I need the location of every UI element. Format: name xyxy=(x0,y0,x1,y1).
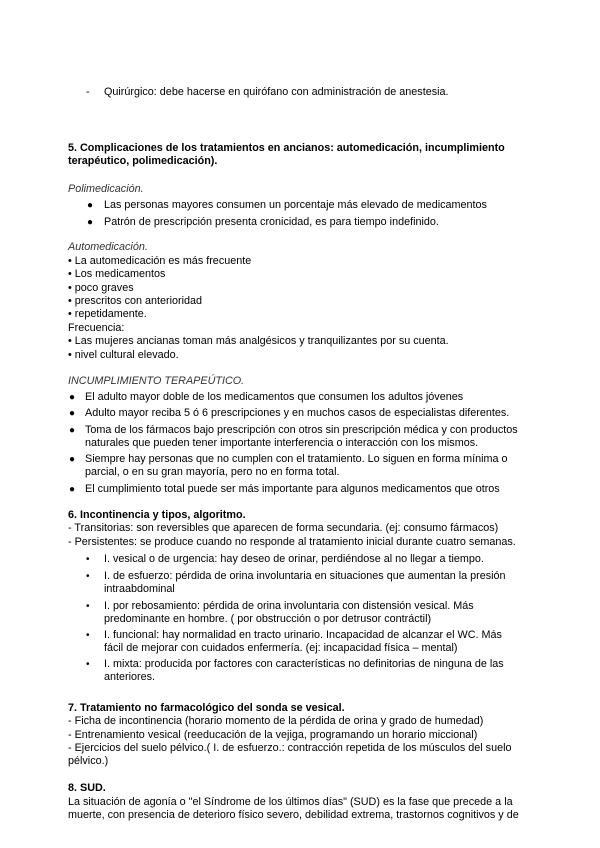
incontinence-type-cont: anteriores. xyxy=(104,671,156,683)
section-8-title: 8. SUD. xyxy=(68,782,106,794)
incump-item: Toma de los fármacos bajo prescripción con otros sin prescripción médica y con productos xyxy=(85,424,518,436)
incontinence-type-cont: fácil de mejorar con cuidados enfermería. (ej: incapacidad física – mental) xyxy=(104,642,458,654)
incontinence-type: I. funcional: hay normalidad en tracto urinario. Incapacidad de alcanzar el WC. Más xyxy=(104,629,502,641)
bullet-dot-icon: ● xyxy=(69,408,76,419)
incontinence-type: I. mixta: producida por factores con características no definitorias de ninguna de las xyxy=(104,658,504,670)
s7-line: pélvico.) xyxy=(68,755,109,767)
bullet-dot-icon: • xyxy=(86,571,90,582)
polimedicacion-heading: Polimedicación. xyxy=(68,183,144,195)
poli-item: Patrón de prescripción presenta cronicidad, es para tiempo indefinido. xyxy=(104,216,439,228)
bullet-dot-icon: • xyxy=(86,554,90,565)
section-6-title: 6. Incontinencia y tipos, algoritmo. xyxy=(68,509,246,521)
incontinence-type: I. por rebosamiento: pérdida de orina involuntaria con distensión vesical. Más xyxy=(104,600,474,612)
bullet-dot-icon: • xyxy=(86,659,90,670)
incontinence-type-cont: intraabdominal xyxy=(104,583,175,595)
auto-item: • Los medicamentos xyxy=(68,268,166,280)
incump-item: Adulto mayor reciba 5 ó 6 prescripciones y en muchos casos de especialistas diferentes. xyxy=(85,407,510,419)
section-7-title: 7. Tratamiento no farmacológico del sonda se vesical. xyxy=(68,702,345,714)
incump-item: Siempre hay personas que no cumplen con el tratamiento. Lo siguen en forma mínima o xyxy=(85,453,508,465)
s7-line: - Ejercicios del suelo pélvico.( I. de esfuerzo.: contracción repetida de los músculos del suelo xyxy=(68,742,512,754)
section-5-title-line-2: terapéutico, polimedicación). xyxy=(68,155,218,167)
incump-item: El cumplimiento total puede ser más importante para algunos medicamentos que otros xyxy=(85,483,500,495)
s6-line: - Transitorias: son reversibles que aparecen de forma secundaria. (ej: consumo fármacos) xyxy=(68,522,499,534)
top-item-text: Quirúrgico: debe hacerse en quirófano con administración de anestesia. xyxy=(104,86,449,98)
section-5-title-line-1: 5. Complicaciones de los tratamientos en ancianos: automedicación, incumplimiento xyxy=(68,142,505,154)
top-dash: - xyxy=(86,86,90,98)
bullet-dot-icon: ● xyxy=(69,392,76,403)
s8-line: La situación de agonía o "el Síndrome de los últimos días" (SUD) es la fase que precede a la xyxy=(68,796,513,808)
s7-line: - Ficha de incontinencia (horario momento de la pérdida de orina y grado de humedad) xyxy=(68,715,484,727)
automedicacion-heading: Automedicación. xyxy=(68,241,148,253)
bullet-dot-icon: ● xyxy=(87,200,94,211)
incontinence-type-cont: predominante en hombre. ( por obstrucción o por detrusor contráctil) xyxy=(104,613,432,625)
auto-item: • poco graves xyxy=(68,282,134,294)
bullet-dot-icon: • xyxy=(86,630,90,641)
frecuencia-label: Frecuencia: xyxy=(68,322,125,334)
auto-item: • La automedicación es más frecuente xyxy=(68,255,252,267)
auto-item: • repetidamente. xyxy=(68,308,147,320)
bullet-dot-icon: ● xyxy=(69,454,76,465)
bullet-dot-icon: • xyxy=(86,601,90,612)
bullet-dot-icon: ● xyxy=(69,484,76,495)
bullet-dot-icon: ● xyxy=(87,217,94,228)
auto-item: • prescritos con anterioridad xyxy=(68,295,203,307)
incump-item-cont: naturales que pueden tener importante interferencia o interacción con los mismos. xyxy=(85,437,479,449)
s8-line: muerte, con presencia de deterioro físico severo, debilidad extrema, trastornos cognitivos y de xyxy=(68,809,519,821)
incontinence-type: I. de esfuerzo: pérdida de orina involuntaria en situaciones que aumentan la presión xyxy=(104,570,506,582)
s7-line: - Entrenamiento vesical (reeducación de la vejiga, programando un horario miccional) xyxy=(68,729,478,741)
s6-line: - Persistentes: se produce cuando no responde al tratamiento inicial durante cuatro semanas. xyxy=(68,536,516,548)
bullet-dot-icon: ● xyxy=(69,425,76,436)
incumplimiento-heading: INCUMPLIMIENTO TERAPEÚTICO. xyxy=(68,375,245,387)
incump-item: El adulto mayor doble de los medicamentos que consumen los adultos jóvenes xyxy=(85,391,464,403)
freq-item: • nivel cultural elevado. xyxy=(68,349,179,361)
incump-item-cont: parcial, o en su gran mayoría, pero no en forma total. xyxy=(85,466,340,478)
freq-item: • Las mujeres ancianas toman más analgésicos y tranquilizantes por su cuenta. xyxy=(68,335,449,347)
incontinence-type: I. vesical o de urgencia: hay deseo de orinar, perdiéndose al no llegar a tiempo. xyxy=(104,553,484,565)
poli-item: Las personas mayores consumen un porcentaje más elevado de medicamentos xyxy=(104,199,487,211)
